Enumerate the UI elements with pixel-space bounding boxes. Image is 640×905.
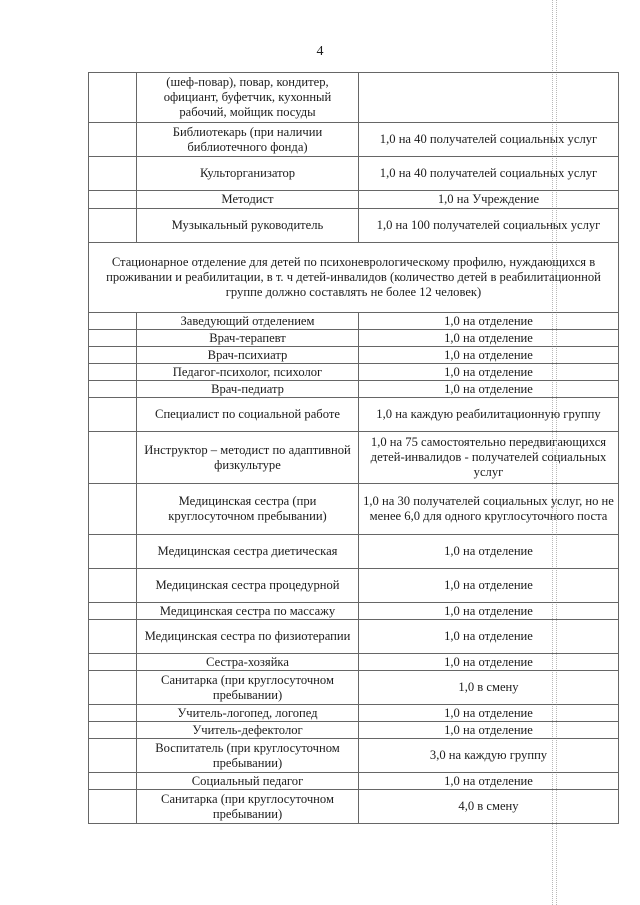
norm-cell: 1,0 на отделение — [359, 705, 619, 722]
number-cell — [89, 620, 137, 654]
norm-cell: 1,0 на отделение — [359, 722, 619, 739]
table-row — [89, 398, 619, 432]
norm-cell — [359, 73, 619, 123]
norm-cell: 1,0 на 100 получателей социальных услуг — [359, 209, 619, 243]
position-cell: Учитель-дефектолог — [137, 722, 359, 739]
position-cell: Медицинская сестра (при круглосуточном пребывании) — [137, 484, 359, 535]
position-cell: Методист — [137, 191, 359, 209]
number-cell — [89, 790, 137, 824]
position-cell: (шеф-повар), повар, кондитер, официант, буфетчик, кухонный рабочий, мойщик посуды — [137, 73, 359, 123]
staffing-table — [88, 72, 619, 824]
norm-cell: 1,0 на отделение — [359, 654, 619, 671]
number-cell — [89, 773, 137, 790]
norm-cell: 1,0 на 75 самостоятельно передвигающихся детей-инвалидов - получателей социальных услуг — [359, 432, 619, 484]
number-cell — [89, 484, 137, 535]
table-row — [89, 381, 619, 398]
position-cell: Врач-педиатр — [137, 381, 359, 398]
position-cell: Инструктор – методист по адаптивной физкультуре — [137, 432, 359, 484]
position-cell: Медицинская сестра диетическая — [137, 535, 359, 569]
number-cell — [89, 603, 137, 620]
norm-cell: 1,0 на отделение — [359, 364, 619, 381]
number-cell — [89, 209, 137, 243]
position-cell: Воспитатель (при круглосуточном пребывании) — [137, 739, 359, 773]
position-cell: Заведующий отделением — [137, 313, 359, 330]
table-row — [89, 432, 619, 484]
position-cell: Медицинская сестра по массажу — [137, 603, 359, 620]
table-row — [89, 73, 619, 123]
position-cell: Музыкальный руководитель — [137, 209, 359, 243]
norm-cell: 1,0 на 30 получателей социальных услуг, но не менее 6,0 для одного круглосуточного поста — [359, 484, 619, 535]
norm-cell: 1,0 на отделение — [359, 535, 619, 569]
table-row — [89, 705, 619, 722]
number-cell — [89, 123, 137, 157]
position-cell: Медицинская сестра по физиотерапии — [137, 620, 359, 654]
norm-cell: 1,0 на отделение — [359, 620, 619, 654]
position-cell: Санитарка (при круглосуточном пребывании) — [137, 790, 359, 824]
position-cell: Педагог-психолог, психолог — [137, 364, 359, 381]
number-cell — [89, 654, 137, 671]
table-row — [89, 654, 619, 671]
table-row — [89, 739, 619, 773]
position-cell: Учитель-логопед, логопед — [137, 705, 359, 722]
number-cell — [89, 432, 137, 484]
page-number: 4 — [316, 44, 324, 59]
table-row — [89, 347, 619, 364]
number-cell — [89, 347, 137, 364]
number-cell — [89, 739, 137, 773]
norm-cell: 1,0 на отделение — [359, 381, 619, 398]
norm-cell: 1,0 на отделение — [359, 313, 619, 330]
table-row — [89, 569, 619, 603]
table-row — [89, 790, 619, 824]
position-cell: Санитарка (при круглосуточном пребывании) — [137, 671, 359, 705]
number-cell — [89, 722, 137, 739]
number-cell — [89, 671, 137, 705]
position-cell: Социальный педагог — [137, 773, 359, 790]
table-row — [89, 364, 619, 381]
number-cell — [89, 73, 137, 123]
section-title: Стационарное отделение для детей по психоневрологическому профилю, нуждающихся в проживании и реабилитации, в т. ч детей-инвалидов (количество детей в реабилитационной группе должно составлять не более 12 человек) — [89, 243, 619, 313]
norm-cell: 1,0 на отделение — [359, 347, 619, 364]
table-row — [89, 535, 619, 569]
norm-cell: 3,0 на каждую группу — [359, 739, 619, 773]
norm-cell: 1,0 на каждую реабилитационную группу — [359, 398, 619, 432]
norm-cell: 4,0 в смену — [359, 790, 619, 824]
position-cell: Культорганизатор — [137, 157, 359, 191]
table-row — [89, 157, 619, 191]
table-row — [89, 603, 619, 620]
position-cell: Врач-терапевт — [137, 330, 359, 347]
number-cell — [89, 381, 137, 398]
number-cell — [89, 364, 137, 381]
norm-cell: 1,0 на отделение — [359, 569, 619, 603]
number-cell — [89, 535, 137, 569]
table-row — [89, 620, 619, 654]
norm-cell: 1,0 на отделение — [359, 773, 619, 790]
number-cell — [89, 313, 137, 330]
table-row — [89, 313, 619, 330]
number-cell — [89, 157, 137, 191]
position-cell: Сестра-хозяйка — [137, 654, 359, 671]
norm-cell: 1,0 на отделение — [359, 330, 619, 347]
norm-cell: 1,0 на 40 получателей социальных услуг — [359, 123, 619, 157]
table-row — [89, 484, 619, 535]
table-row — [89, 773, 619, 790]
table-row — [89, 330, 619, 347]
position-cell: Специалист по социальной работе — [137, 398, 359, 432]
number-cell — [89, 569, 137, 603]
norm-cell: 1,0 на Учреждение — [359, 191, 619, 209]
position-cell: Медицинская сестра процедурной — [137, 569, 359, 603]
number-cell — [89, 398, 137, 432]
table-row — [89, 209, 619, 243]
number-cell — [89, 705, 137, 722]
table-row — [89, 671, 619, 705]
table-row — [89, 722, 619, 739]
section-header-row — [89, 243, 619, 313]
position-cell: Врач-психиатр — [137, 347, 359, 364]
position-cell: Библиотекарь (при наличии библиотечного фонда) — [137, 123, 359, 157]
norm-cell: 1,0 на 40 получателей социальных услуг — [359, 157, 619, 191]
norm-cell: 1,0 в смену — [359, 671, 619, 705]
table-row — [89, 191, 619, 209]
number-cell — [89, 330, 137, 347]
table-row — [89, 123, 619, 157]
norm-cell: 1,0 на отделение — [359, 603, 619, 620]
number-cell — [89, 191, 137, 209]
